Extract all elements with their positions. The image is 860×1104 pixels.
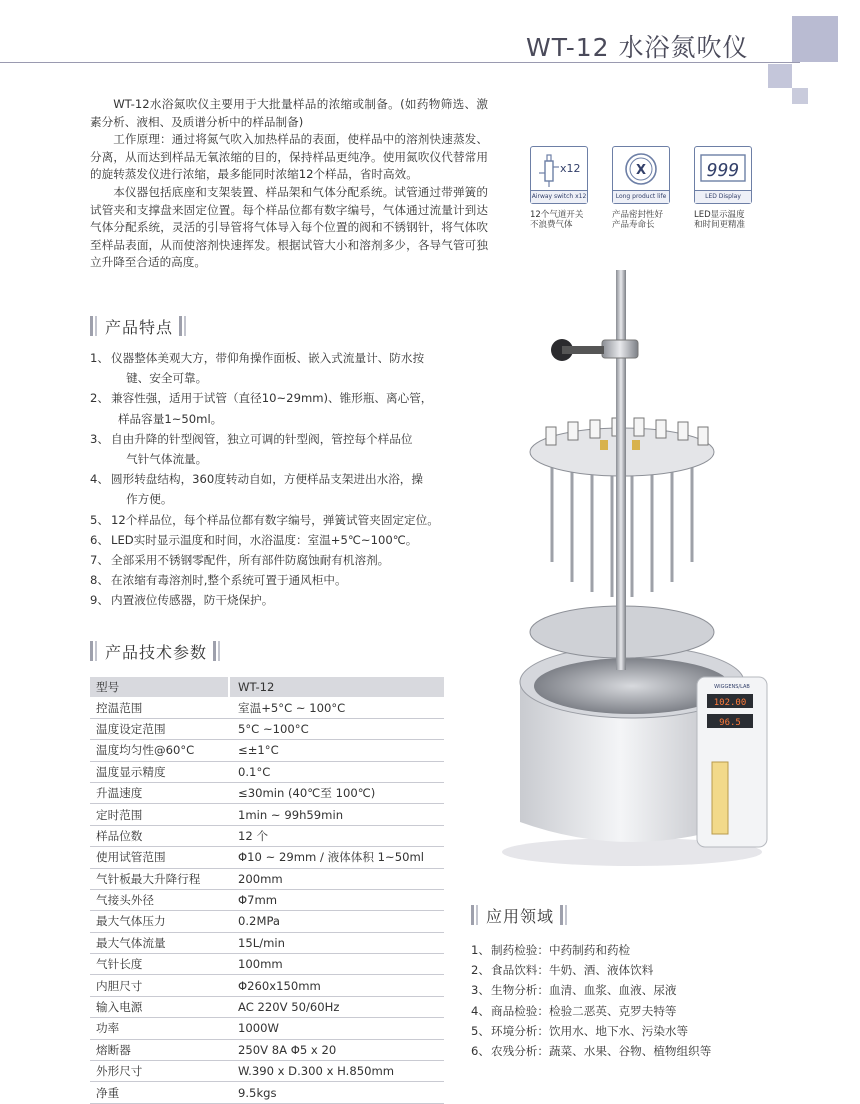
table-row — [90, 1018, 444, 1039]
airway-icon-text: x12 — [560, 162, 581, 175]
table-header-cell: 型号 — [90, 677, 228, 697]
intro-paragraph: 工作原理：通过将氮气吹入加热样品的表面，使样品中的溶剂快速蒸发、分离，从而达到样品无氧浓缩的目的，保持样品更纯净。使用氮吹仪代替常用的旋转蒸发仪进行浓缩，最多能同时浓缩12个样品，省时高效。 — [90, 132, 488, 182]
list-text: 在浓缩有毒溶剂时,整个系统可置于通风柜中。 — [111, 573, 347, 588]
table-row — [90, 1061, 444, 1082]
table-row — [90, 889, 444, 910]
table-header-cell: WT-12 — [230, 677, 444, 697]
table-row — [90, 975, 444, 996]
list-num: 1、 — [90, 351, 109, 365]
table-row — [90, 1039, 444, 1060]
spec-name: 功率 — [90, 1018, 228, 1039]
features-list — [90, 348, 490, 611]
section-bar — [179, 316, 182, 336]
feature-long-life — [612, 146, 672, 230]
list-text: 商品检验：检验二恶英、克罗夫特等 — [491, 1003, 677, 1018]
table-row — [90, 761, 444, 782]
spec-name: 温度显示精度 — [90, 761, 228, 782]
led-display-icon — [694, 146, 752, 204]
table-row — [90, 782, 444, 803]
spec-name: 内胆尺寸 — [90, 975, 228, 996]
table-row — [90, 868, 444, 889]
list-item — [90, 469, 490, 509]
spec-name: 最大气体流量 — [90, 932, 228, 953]
spec-name: 最大气体压力 — [90, 911, 228, 932]
list-text: 环境分析：饮用水、地下水、污染水等 — [491, 1023, 689, 1038]
list-item — [90, 590, 490, 610]
support-rod — [616, 270, 626, 670]
list-item — [90, 429, 490, 469]
table-row — [90, 911, 444, 932]
display-top-value: 102.00 — [713, 698, 747, 708]
spec-table — [90, 677, 444, 1104]
table-row — [90, 804, 444, 825]
list-num: 3、 — [90, 431, 109, 446]
section-title: 产品技术参数 — [105, 642, 208, 662]
table-row — [90, 1082, 444, 1103]
knob-screw — [562, 346, 604, 354]
decor-square-medium — [768, 64, 792, 88]
icon-caption: LED Display — [695, 190, 751, 203]
list-text: LED实时显示温度和时间，水浴温度：室温+5℃~100℃。 — [111, 532, 418, 547]
long-life-graphic — [613, 147, 669, 191]
list-text: 兼容性强，适用于试管（直径10~29mm)、锥形瓶、离心管， 样品容量1~50ml。 — [111, 391, 433, 426]
spec-value: 1min ~ 99h59min — [230, 804, 444, 825]
table-row — [90, 697, 444, 718]
list-text: 圆形转盘结构，360度转动自如，方便样品支架进出水浴，操 作方便。 — [111, 472, 423, 507]
spec-name: 气针长度 — [90, 954, 228, 975]
section-title: 产品特点 — [105, 317, 174, 337]
table-row — [90, 996, 444, 1017]
list-text: 食品饮料：牛奶、酒、液体饮料 — [491, 963, 654, 978]
table-row — [90, 740, 444, 761]
spec-value: Φ7mm — [230, 889, 444, 910]
list-num: 4、 — [90, 472, 109, 487]
spec-name: 气针板最大升降行程 — [90, 868, 228, 889]
section-title: 应用领域 — [486, 906, 555, 926]
decor-square-large — [792, 16, 838, 62]
table-row — [90, 847, 444, 868]
list-text: 12个样品位，每个样品位都有数字编号，弹簧试管夹固定定位。 — [111, 512, 439, 527]
list-item — [90, 388, 490, 428]
table-row — [90, 718, 444, 739]
list-item — [471, 1041, 801, 1061]
feature-desc — [612, 210, 682, 230]
list-num: 5、 — [471, 1023, 490, 1038]
spec-name: 定时范围 — [90, 804, 228, 825]
section-header-specs — [90, 639, 220, 663]
list-num: 1、 — [471, 943, 490, 957]
list-num: 4、 — [471, 1003, 490, 1018]
spec-name: 温度设定范围 — [90, 718, 228, 739]
list-item — [471, 940, 801, 960]
list-num: 3、 — [471, 983, 490, 998]
list-item — [90, 348, 490, 388]
spec-value: 0.2MPa — [230, 911, 444, 932]
decor-square-small — [792, 88, 808, 104]
section-bar — [90, 641, 93, 661]
feature-desc-line2: 不浪费气体 — [530, 220, 573, 230]
page-title: WT-12 水浴氮吹仪 — [526, 33, 749, 62]
feature-airway-switch — [530, 146, 590, 230]
list-item — [90, 550, 490, 570]
feature-desc-line2: 和时间更精准 — [694, 220, 746, 230]
table-row — [90, 954, 444, 975]
spec-name: 使用试管范围 — [90, 847, 228, 868]
spec-value: W.390 x D.300 x H.850mm — [230, 1061, 444, 1082]
list-num: 8、 — [90, 573, 109, 588]
applications-list — [471, 940, 801, 1061]
list-text: 全部采用不锈钢零配件，所有部件防腐蚀耐有机溶剂。 — [111, 553, 390, 568]
airway-switch-graphic — [531, 147, 587, 191]
spec-value: ≤30min (40℃至 100℃) — [230, 782, 444, 803]
list-num: 6、 — [90, 532, 109, 547]
list-item — [90, 530, 490, 550]
spec-name: 熔断器 — [90, 1039, 228, 1060]
table-header-row — [90, 677, 444, 697]
long-life-icon-text: X — [635, 163, 647, 178]
section-bar — [218, 641, 220, 661]
spec-value: 250V 8A Φ5 x 20 — [230, 1039, 444, 1060]
feature-led-display — [694, 146, 754, 230]
list-num: 5、 — [90, 512, 109, 527]
list-item — [90, 570, 490, 590]
section-bar — [95, 316, 97, 336]
spec-value: 15L/min — [230, 932, 444, 953]
feature-desc-line1: LED显示温度 — [694, 210, 745, 220]
spec-value: 1000W — [230, 1018, 444, 1039]
spec-name: 控温范围 — [90, 697, 228, 718]
spec-value: 9.5kgs — [230, 1082, 444, 1103]
feature-desc — [530, 210, 600, 230]
spec-value: 5°C ~100°C — [230, 718, 444, 739]
icon-caption: Airway switch x12 — [531, 190, 587, 203]
section-bar — [90, 316, 93, 336]
section-bar — [95, 641, 97, 661]
led-icon-text: 999 — [706, 160, 740, 181]
spec-value: Φ260x150mm — [230, 975, 444, 996]
spec-name: 净重 — [90, 1082, 228, 1103]
spec-value: 室温+5°C ~ 100°C — [230, 697, 444, 718]
spec-name: 外形尺寸 — [90, 1061, 228, 1082]
long-life-icon — [612, 146, 670, 204]
list-num: 2、 — [90, 391, 109, 406]
list-num: 2、 — [471, 963, 490, 978]
feature-desc-line1: 产品密封性好 — [612, 210, 664, 220]
spec-name: 温度均匀性@60°C — [90, 740, 228, 761]
list-num: 7、 — [90, 553, 109, 568]
section-bar — [560, 905, 563, 925]
list-item — [471, 960, 801, 980]
feature-desc-line1: 12个气道开关 — [530, 210, 584, 220]
list-text: 农残分析：蔬菜、水果、谷物、植物组织等 — [491, 1044, 712, 1059]
list-num: 6、 — [471, 1044, 490, 1059]
spec-value: 0.1°C — [230, 761, 444, 782]
section-header-applications — [471, 903, 567, 927]
section-bar — [184, 316, 186, 336]
rod-clamp — [602, 340, 638, 358]
spec-value: 12 个 — [230, 825, 444, 846]
list-text: 制药检验：中药制药和药检 — [491, 943, 631, 957]
spec-name: 输入电源 — [90, 996, 228, 1017]
spec-name: 样品位数 — [90, 825, 228, 846]
spec-name: 气接头外径 — [90, 889, 228, 910]
table-row — [90, 932, 444, 953]
section-header-features — [90, 314, 186, 338]
table-row — [90, 825, 444, 846]
list-text: 内置液位传感器，防干烧保护。 — [111, 593, 274, 608]
spec-value: 100mm — [230, 954, 444, 975]
airway-switch-icon — [530, 146, 588, 204]
list-text: 生物分析：血清、血浆、血液、尿液 — [491, 983, 677, 998]
display-bottom-value: 96.5 — [719, 718, 741, 728]
list-item — [471, 1021, 801, 1041]
list-text: 仪器整体美观大方，带仰角操作面板、嵌入式流量计、防水按 键、安全可靠。 — [111, 351, 425, 386]
list-item — [471, 1001, 801, 1021]
list-text: 自由升降的针型阀管，独立可调的针型阀，管控每个样品位 气针气体流量。 — [111, 431, 413, 467]
spec-value: ≤±1°C — [230, 740, 444, 761]
section-bar — [213, 641, 216, 661]
list-item — [471, 980, 801, 1000]
flowmeter — [712, 762, 728, 834]
intro-text — [90, 96, 488, 272]
spec-value: AC 220V 50/60Hz — [230, 996, 444, 1017]
section-bar — [565, 905, 567, 925]
feature-desc-line2: 产品寿命长 — [612, 220, 655, 230]
list-item — [90, 510, 490, 530]
list-num: 9、 — [90, 593, 109, 608]
brand-label: WIGGENS/LAB — [714, 684, 750, 690]
section-bar — [476, 905, 478, 925]
intro-paragraph: 本仪器包括底座和支架装置、样品架和气体分配系统。试管通过带弹簧的试管夹和支撑盘来固定位置。每个样品位都有数字编号，气体通过流量计到达气体分配系统，灵活的引导管将气体导入每个位置的阀和不锈钢针，将气体吹至样品表面，从而使溶剂快速挥发。根据试管大小和溶剂多少，各导气管可独立升降至合适的高度。 — [90, 184, 488, 270]
section-bar — [471, 905, 474, 925]
spec-value: Φ10 ~ 29mm / 液体体积 1~50ml — [230, 847, 444, 868]
feature-desc — [694, 210, 764, 230]
spec-name: 升温速度 — [90, 782, 228, 803]
spec-value: 200mm — [230, 868, 444, 889]
led-display-graphic — [695, 147, 751, 191]
product-image — [492, 262, 792, 882]
icon-caption: Long product life — [613, 190, 669, 203]
intro-paragraph: WT-12水浴氮吹仪主要用于大批量样品的浓缩或制备。(如药物筛选、激素分析、液相、及质谱分析中的样品制备) — [90, 97, 488, 129]
